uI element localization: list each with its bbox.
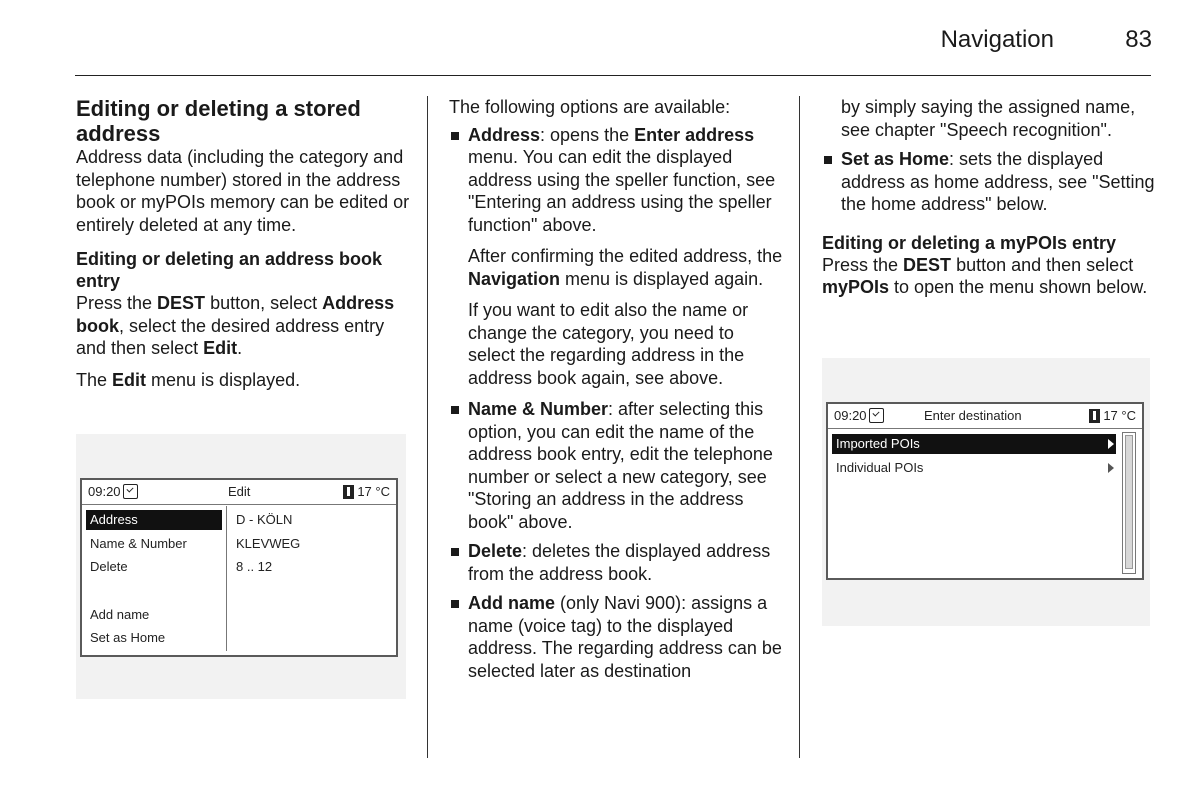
checkmark-icon <box>123 484 138 499</box>
edit-screen <box>80 478 398 657</box>
option-name-number: Name & Number: after selecting this option, you can edit the name of the address book entry, edit the telephone number or select a new category, see "Storing an address in the address book" above. <box>449 398 783 533</box>
bullet-icon <box>451 132 459 140</box>
thermometer-icon <box>343 485 354 499</box>
clock: 09:20 <box>834 408 884 423</box>
screen-title: Edit <box>228 484 251 499</box>
column-divider-1 <box>427 96 428 758</box>
bullet-icon <box>451 406 459 414</box>
bullet-icon <box>451 600 459 608</box>
options-list-end <box>822 148 1156 216</box>
continued-text: by simply saying the assigned name, see chapter "Speech recognition". <box>841 97 1136 140</box>
menu-item-delete[interactable]: Delete <box>90 559 128 574</box>
menu-separator <box>226 506 227 651</box>
screen-title: Enter destination <box>924 408 1022 423</box>
destination-screen-figure <box>822 358 1150 626</box>
clock: 09:20 <box>88 484 138 499</box>
after-confirm-note: After confirming the edited address, the Navigation menu is displayed again. <box>468 246 783 289</box>
mypois-instruction: Press the DEST button and then select myPOIs to open the menu shown below. <box>822 254 1148 297</box>
menu-item-add-name[interactable]: Add name <box>90 607 150 622</box>
subheading-address-book: Editing or deleting an address book entry <box>76 249 383 291</box>
section-heading: Editing or deleting a stored address <box>76 96 361 146</box>
running-header-title: Navigation <box>940 26 1054 53</box>
column-3 <box>822 96 1156 308</box>
column-2 <box>449 96 783 689</box>
option-address: Address: opens the Enter address menu. You can edit the displayed address using the speller function, see "Entering an address using the speller function" above. <box>449 124 783 237</box>
column-1 <box>76 96 410 400</box>
checkmark-icon <box>869 408 884 423</box>
bullet-icon <box>824 156 832 164</box>
instruction-paragraph: Press the DEST button, select Address book, select the desired address entry and then select Edit. <box>76 293 395 358</box>
column-divider-2 <box>799 96 800 758</box>
address-city: D - KÖLN <box>236 512 293 527</box>
options-intro: The following options are available: <box>449 97 731 117</box>
option-set-as-home: Set as Home: sets the displayed address as home address, see "Setting the home address" below. <box>822 148 1156 216</box>
menu-item-imported-pois[interactable]: Imported POIs <box>832 434 1116 454</box>
status-bar <box>828 404 1142 429</box>
submenu-arrow-icon <box>1108 463 1114 473</box>
edit-name-note: If you want to edit also the name or change the category, you need to select the regarding address in the address book again, see above. <box>468 300 749 388</box>
menu-item-address[interactable]: Address <box>86 510 222 530</box>
option-delete: Delete: deletes the displayed address from the address book. <box>449 540 783 585</box>
menu-item-set-as-home[interactable]: Set as Home <box>90 630 166 645</box>
menu-item-individual-pois[interactable]: Individual POIs <box>836 460 924 475</box>
address-street: KLEVWEG <box>236 536 301 551</box>
edit-screen-figure <box>76 434 406 699</box>
bullet-icon <box>451 548 459 556</box>
scrollbar-thumb[interactable] <box>1125 435 1133 569</box>
section-intro: Address data (including the category and telephone number) stored in the address book or myPOIs memory can be edited or entirely deleted at any time. <box>76 147 410 235</box>
options-list-cont <box>449 398 783 682</box>
options-list <box>449 124 783 237</box>
destination-screen <box>826 402 1144 580</box>
temperature: 17 °C <box>343 484 390 499</box>
submenu-arrow-icon <box>1108 439 1114 449</box>
subheading-mypois: Editing or deleting a myPOIs entry <box>822 232 1117 253</box>
scrollbar[interactable] <box>1122 432 1136 574</box>
page-number: 83 <box>1125 26 1152 53</box>
option-add-name: Add name (only Navi 900): assigns a name (voice tag) to the displayed address. The regarding address can be selected later as destination <box>449 592 783 682</box>
temperature: 17 °C <box>1089 408 1136 423</box>
header-divider <box>75 75 1151 76</box>
status-bar <box>82 480 396 505</box>
thermometer-icon <box>1089 409 1100 423</box>
address-number: 8 .. 12 <box>236 559 273 574</box>
menu-item-name-number[interactable]: Name & Number <box>90 536 187 551</box>
edit-menu-note: The Edit menu is displayed. <box>76 369 301 390</box>
